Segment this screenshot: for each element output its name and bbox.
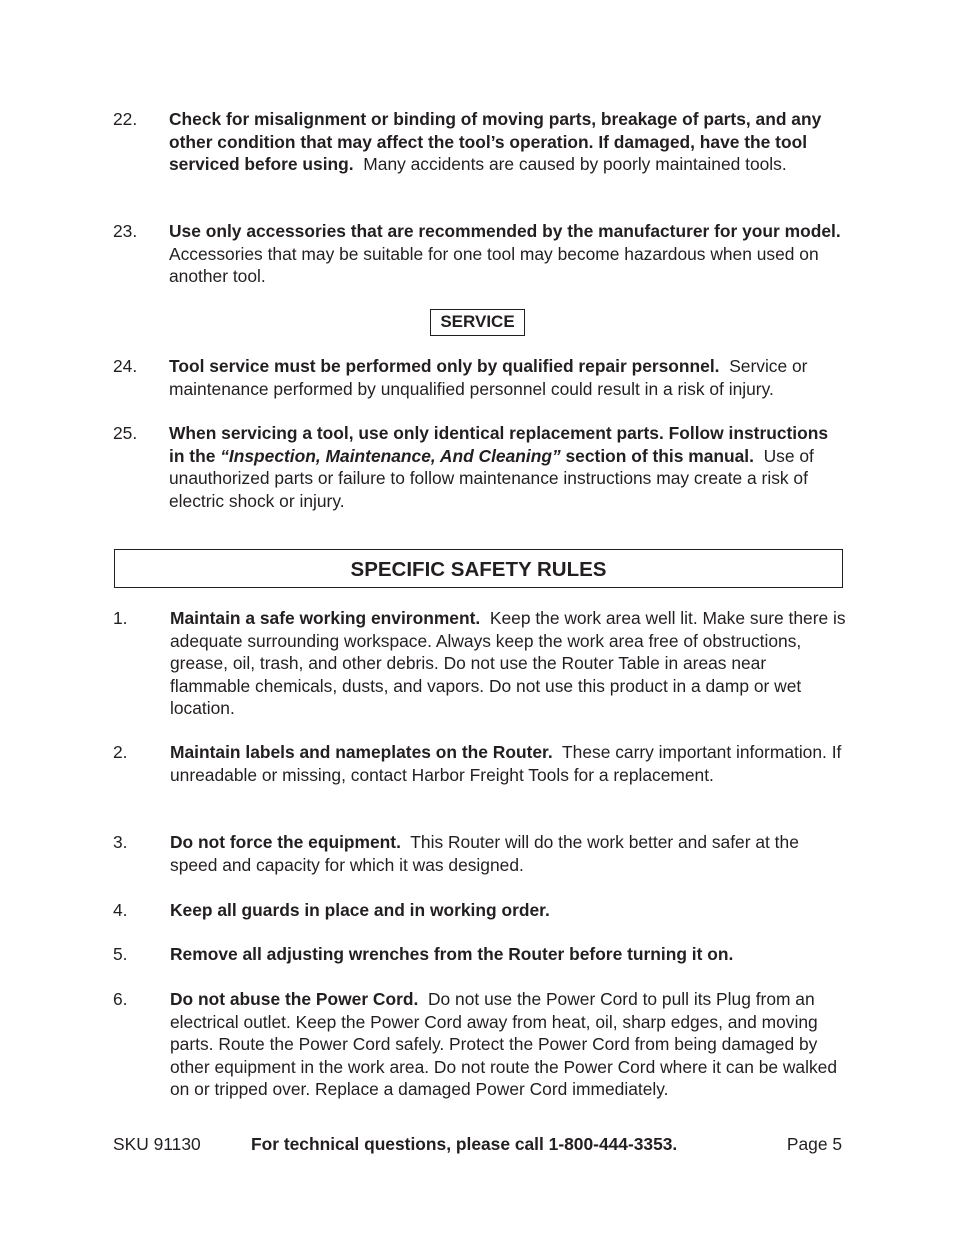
list-item xyxy=(113,943,848,966)
item-text: These carry important information. If unreadable or missing, contact Harbor Freight Tools for a replacement. xyxy=(170,742,842,785)
item-text: Keep the work area well lit. Make sure there is adequate surrounding workspace. Always keep the work area free of obstructions, grease, oil, trash, and other debris. Do not use the Router Table in areas near flammable chemicals, dusts, and vapors. Do not use this product in a damp or wet location. xyxy=(170,608,846,719)
item-number: 25. xyxy=(113,423,138,443)
list-item xyxy=(113,355,848,400)
item-bold-text: When servicing a tool, use only identical replacement parts. Follow instructions in the xyxy=(169,423,829,466)
item-italic-reference: “Inspection, Maintenance, And Cleaning” xyxy=(220,445,561,466)
item-number: 22. xyxy=(113,109,138,129)
item-number: 24. xyxy=(113,356,138,376)
footer-page-number: Page 5 xyxy=(786,1134,842,1154)
list-item xyxy=(113,741,848,786)
list-item xyxy=(113,108,848,176)
item-number: 23. xyxy=(113,221,138,241)
item-number: 3. xyxy=(113,832,128,852)
footer-phone: For technical questions, please call 1-800-444-3353. xyxy=(251,1134,678,1154)
list-item xyxy=(113,899,848,922)
list-item xyxy=(113,831,848,876)
item-bold-text: section of this manual. xyxy=(565,445,754,466)
list-item xyxy=(113,422,848,512)
footer-sku: SKU 91130 xyxy=(113,1134,201,1154)
item-number: 6. xyxy=(113,989,128,1009)
page-footer xyxy=(0,1133,954,1157)
item-bold-text: Tool service must be performed only by qualified repair personnel. xyxy=(169,356,720,376)
list-item xyxy=(113,988,848,1101)
list-item xyxy=(113,607,848,720)
item-number: 1. xyxy=(113,608,128,628)
item-number: 2. xyxy=(113,742,128,762)
service-heading: SERVICE xyxy=(430,309,525,336)
item-text: Many accidents are caused by poorly maintained tools. xyxy=(363,154,787,175)
item-bold-text: Use only accessories that are recommended by the manufacturer for your model. xyxy=(169,221,841,241)
item-bold-text: Check for misalignment or binding of moving parts, breakage of parts, and any other condition that may affect the tool’s operation. If damaged, have the tool serviced before using. xyxy=(169,109,822,175)
item-text: Do not use the Power Cord to pull its Plug from an electrical outlet. Keep the Power Cord away from heat, oil, sharp edges, and moving parts. Route the Power Cord safely. Protect the Power Cord from being damaged by other equipment in the work area. Do not route the Power Cord where it can be walked on or tripped over. Replace a damaged Power Cord immediately. xyxy=(170,989,838,1100)
specific-safety-rules-heading: SPECIFIC SAFETY RULES xyxy=(114,549,843,588)
item-text: This Router will do the work better and safer at the speed and capacity for which it was designed. xyxy=(170,832,799,875)
item-bold-text: Keep all guards in place and in working order. xyxy=(170,900,550,920)
item-number: 4. xyxy=(113,900,128,920)
item-text: Service or maintenance performed by unqualified personnel could result in a risk of injury. xyxy=(169,356,808,399)
item-bold-text: Maintain labels and nameplates on the Router. xyxy=(170,742,553,762)
item-text: Use of unauthorized parts or failure to follow maintenance instructions may create a risk of electric shock or injury. xyxy=(169,445,814,511)
item-text: Accessories that may be suitable for one tool may become hazardous when used on another tool. xyxy=(169,243,819,287)
list-item xyxy=(113,220,848,288)
item-bold-text: Maintain a safe working environment. xyxy=(170,608,481,628)
item-number: 5. xyxy=(113,944,128,964)
item-bold-text: Do not force the equipment. xyxy=(170,832,401,852)
item-bold-text: Remove all adjusting wrenches from the Router before turning it on. xyxy=(170,944,734,964)
item-bold-text: Do not abuse the Power Cord. xyxy=(170,989,419,1009)
